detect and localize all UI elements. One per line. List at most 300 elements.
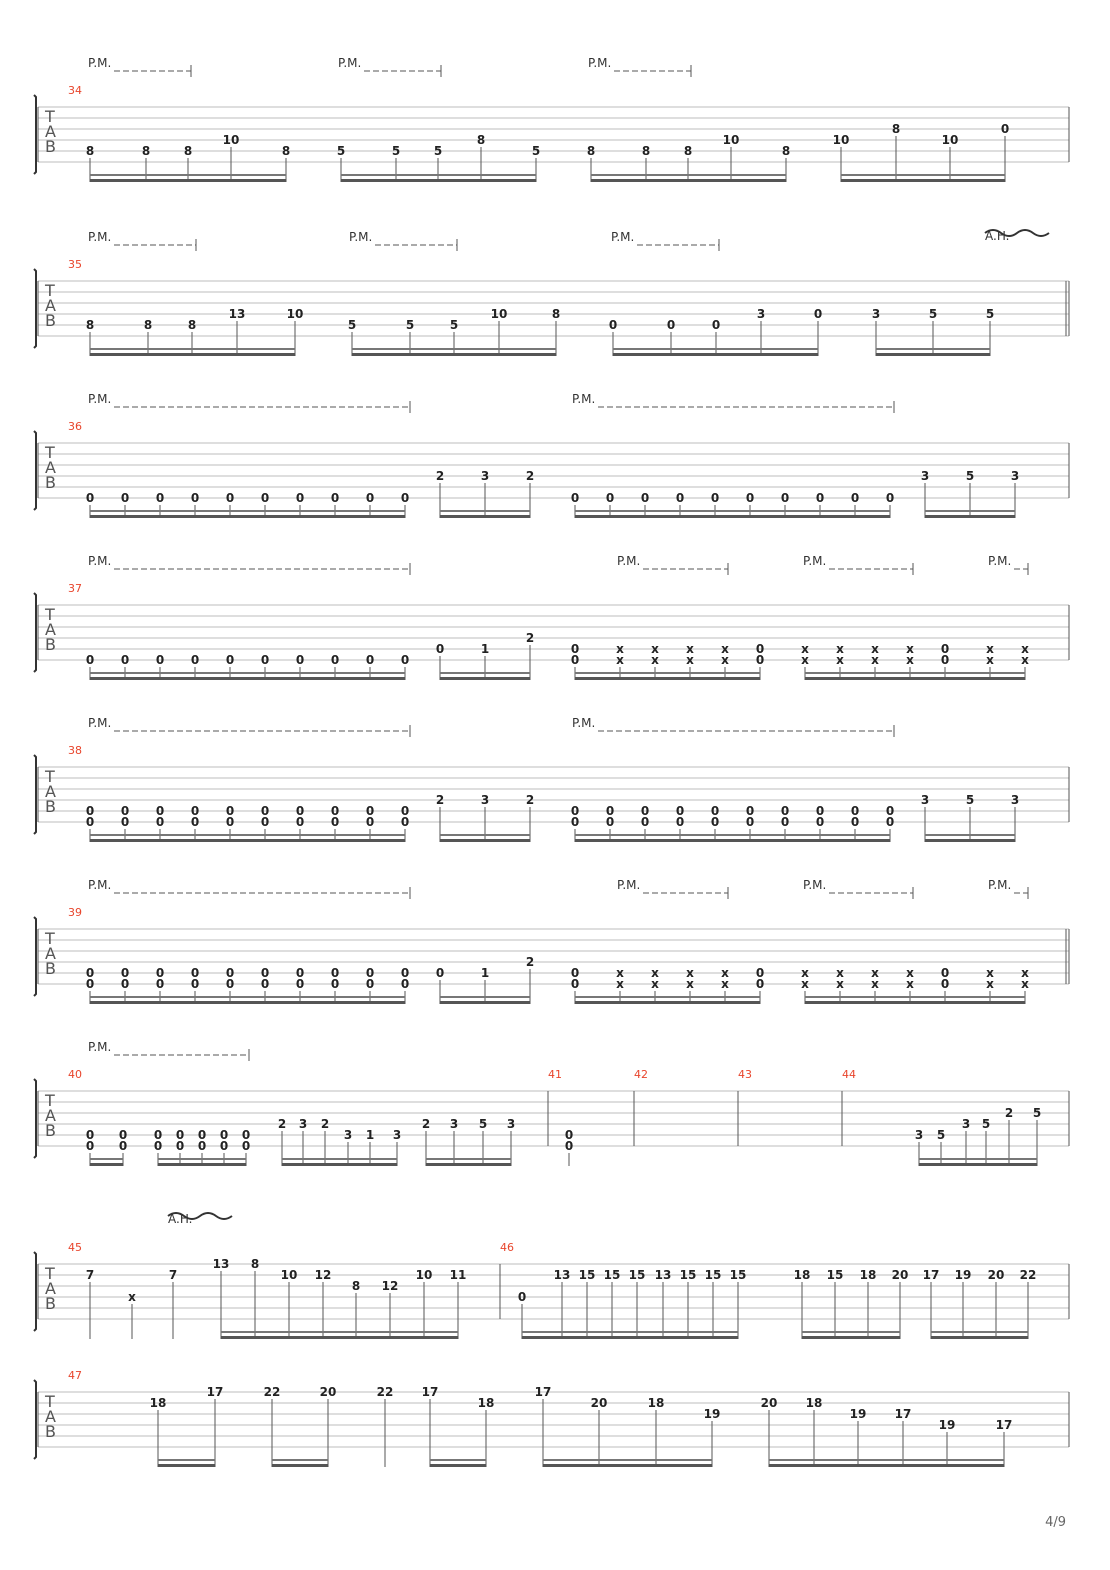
palm-mute-label: P.M. (88, 1040, 112, 1054)
fret-number: 0 (755, 653, 765, 667)
fret-number: x (616, 977, 624, 991)
fret-number: 13 (212, 1257, 230, 1271)
harmonic-label: A.H. (985, 229, 1010, 243)
fret-number: 0 (365, 804, 375, 818)
fret-number: 0 (365, 815, 375, 829)
fret-number: 0 (85, 491, 95, 505)
beam (440, 677, 530, 680)
beam (90, 672, 405, 674)
fret-number: 8 (351, 1279, 361, 1293)
fret-number: 0 (85, 977, 95, 991)
beam (919, 1158, 1037, 1160)
tab-clef-letter: B (45, 635, 56, 654)
fret-number: 5 (928, 307, 938, 321)
palm-mute-label: P.M. (88, 554, 112, 568)
fret-number: 0 (155, 966, 165, 980)
system-brace (34, 269, 36, 348)
tab-clef-letter: A (45, 782, 56, 801)
fret-number: 7 (168, 1268, 178, 1282)
fret-number: 2 (525, 631, 535, 645)
fret-number: 5 (965, 469, 975, 483)
beam (575, 510, 890, 512)
fret-number: x (871, 642, 879, 656)
tab-system (34, 1369, 1069, 1467)
fret-number: 8 (141, 144, 151, 158)
beam (90, 996, 405, 998)
fret-number: 3 (506, 1117, 516, 1131)
fret-number: 0 (153, 1139, 163, 1153)
beam (925, 839, 1015, 842)
fret-number: 8 (183, 144, 193, 158)
fret-number: 8 (551, 307, 561, 321)
fret-number: 10 (222, 133, 240, 147)
system-brace (34, 95, 36, 174)
fret-number: 3 (1010, 469, 1020, 483)
fret-number: 0 (260, 977, 270, 991)
fret-number: 3 (1010, 793, 1020, 807)
fret-number: 3 (480, 793, 490, 807)
fret-number: 15 (603, 1268, 621, 1282)
fret-number: x (801, 642, 809, 656)
fret-number: 0 (295, 815, 305, 829)
tab-clef-letter: A (45, 1407, 56, 1426)
fret-number: 0 (365, 491, 375, 505)
fret-number: x (871, 966, 879, 980)
tab-system (34, 392, 1069, 518)
fret-number: 0 (400, 815, 410, 829)
fret-number: 5 (405, 318, 415, 332)
fret-number: 0 (241, 1139, 251, 1153)
fret-number: 3 (449, 1117, 459, 1131)
measure-number: 47 (68, 1369, 82, 1382)
fret-number: 0 (435, 966, 445, 980)
tab-clef-letter: A (45, 122, 56, 141)
fret-number: 5 (347, 318, 357, 332)
beam (591, 179, 786, 182)
beam (575, 672, 760, 674)
fret-number: x (721, 977, 729, 991)
beam (341, 179, 536, 182)
fret-number: 10 (286, 307, 304, 321)
fret-number: x (986, 653, 994, 667)
fret-number: 0 (400, 977, 410, 991)
fret-number: 0 (295, 491, 305, 505)
palm-mute-label: P.M. (88, 56, 112, 70)
fret-number: 2 (525, 469, 535, 483)
fret-number: 0 (260, 653, 270, 667)
beam (931, 1331, 1028, 1333)
fret-number: 3 (756, 307, 766, 321)
beam (440, 1001, 530, 1004)
palm-mute-label: P.M. (988, 878, 1012, 892)
fret-number: 0 (780, 491, 790, 505)
fret-number: x (836, 977, 844, 991)
tab-clef-letter: B (45, 1121, 56, 1140)
beam (272, 1459, 328, 1461)
beam (925, 515, 1015, 518)
system-brace (34, 431, 36, 510)
fret-number: x (906, 966, 914, 980)
fret-number: 12 (314, 1268, 332, 1282)
fret-number: 0 (260, 815, 270, 829)
beam (90, 353, 295, 356)
fret-number: 0 (640, 491, 650, 505)
fret-number: 0 (400, 804, 410, 818)
fret-number: 3 (343, 1128, 353, 1142)
beam (543, 1459, 712, 1461)
fret-number: 0 (190, 491, 200, 505)
fret-number: 0 (940, 966, 950, 980)
palm-mute-label: P.M. (338, 56, 362, 70)
fret-number: 0 (755, 966, 765, 980)
beam (575, 1001, 760, 1004)
fret-number: 12 (381, 1279, 399, 1293)
beam (575, 996, 760, 998)
tab-system (34, 229, 1069, 356)
fret-number: x (871, 653, 879, 667)
fret-number: 0 (815, 815, 825, 829)
fret-number: 0 (225, 977, 235, 991)
fret-number: 0 (885, 491, 895, 505)
fret-number: 0 (155, 815, 165, 829)
tab-clef-letter: A (45, 620, 56, 639)
fret-number: 0 (190, 977, 200, 991)
fret-number: 2 (525, 793, 535, 807)
palm-mute-label: P.M. (988, 554, 1012, 568)
tab-system (34, 716, 1069, 842)
beam (575, 677, 760, 680)
fret-number: 8 (281, 144, 291, 158)
beam (426, 1158, 511, 1160)
fret-number: x (986, 642, 994, 656)
tab-system (34, 1212, 1069, 1339)
fret-number: 0 (940, 642, 950, 656)
fret-number: 0 (850, 815, 860, 829)
measure-number: 46 (500, 1241, 514, 1254)
tab-clef-letter: B (45, 137, 56, 156)
fret-number: 0 (330, 653, 340, 667)
fret-number: 0 (570, 804, 580, 818)
fret-number: 15 (729, 1268, 747, 1282)
beam (272, 1464, 328, 1467)
fret-number: 8 (641, 144, 651, 158)
fret-number: x (721, 642, 729, 656)
fret-number: 0 (780, 804, 790, 818)
fret-number: 0 (85, 653, 95, 667)
fret-number: 0 (225, 653, 235, 667)
fret-number: 0 (605, 804, 615, 818)
beam (876, 353, 990, 356)
beam (805, 672, 1025, 674)
tab-clef-letter: A (45, 458, 56, 477)
fret-number: 0 (197, 1139, 207, 1153)
fret-number: 1 (480, 642, 490, 656)
fret-number: 18 (805, 1396, 823, 1410)
beam (613, 348, 818, 350)
tab-clef-letter: T (45, 1264, 55, 1283)
fret-number: 20 (319, 1385, 337, 1399)
fret-number: x (836, 642, 844, 656)
fret-number: 0 (564, 1139, 574, 1153)
fret-number: 0 (85, 1139, 95, 1153)
palm-mute-label: P.M. (803, 554, 827, 568)
fret-number: 0 (1000, 122, 1010, 136)
fret-number: 0 (225, 804, 235, 818)
beam (221, 1331, 458, 1333)
fret-number: 0 (885, 804, 895, 818)
fret-number: 0 (120, 815, 130, 829)
beam (876, 348, 990, 350)
fret-number: 11 (449, 1268, 467, 1282)
system-brace (34, 755, 36, 834)
fret-number: 0 (241, 1128, 251, 1142)
fret-number: 10 (490, 307, 508, 321)
tab-clef-letter: B (45, 797, 56, 816)
fret-number: 0 (400, 653, 410, 667)
tab-clef-letter: B (45, 959, 56, 978)
fret-number: 18 (647, 1396, 665, 1410)
fret-number: 17 (995, 1418, 1013, 1432)
beam (575, 839, 890, 842)
palm-mute-label: P.M. (572, 716, 596, 730)
beam (90, 1163, 123, 1166)
fret-number: 0 (564, 1128, 574, 1142)
beam (591, 174, 786, 176)
fret-number: 3 (914, 1128, 924, 1142)
system-brace (34, 1380, 36, 1459)
fret-number: 8 (85, 144, 95, 158)
fret-number: 0 (815, 804, 825, 818)
fret-number: 17 (894, 1407, 912, 1421)
fret-number: 0 (570, 966, 580, 980)
tab-clef-letter: B (45, 311, 56, 330)
palm-mute-label: P.M. (88, 392, 112, 406)
fret-number: 20 (891, 1268, 909, 1282)
beam (90, 677, 405, 680)
fret-number: 0 (780, 815, 790, 829)
fret-number: 0 (120, 491, 130, 505)
beam (426, 1163, 511, 1166)
measure-number: 42 (634, 1068, 648, 1081)
fret-number: 0 (260, 804, 270, 818)
fret-number: 8 (85, 318, 95, 332)
fret-number: 0 (330, 815, 340, 829)
beam (90, 1158, 123, 1160)
measure-number: 41 (548, 1068, 562, 1081)
beam (158, 1459, 215, 1461)
fret-number: 15 (578, 1268, 596, 1282)
tab-clef-letter: T (45, 605, 55, 624)
fret-number: 0 (153, 1128, 163, 1142)
fret-number: 3 (392, 1128, 402, 1142)
beam (430, 1464, 486, 1467)
fret-number: 13 (654, 1268, 672, 1282)
beam (158, 1158, 246, 1160)
beam (522, 1336, 738, 1339)
harmonic-label: A.H. (168, 1212, 193, 1226)
fret-number: 0 (940, 977, 950, 991)
fret-number: 17 (421, 1385, 439, 1399)
fret-number: x (686, 966, 694, 980)
fret-number: 8 (476, 133, 486, 147)
fret-number: 0 (330, 804, 340, 818)
fret-number: 10 (280, 1268, 298, 1282)
fret-number: 10 (832, 133, 850, 147)
fret-number: 0 (120, 966, 130, 980)
palm-mute-label: P.M. (617, 554, 641, 568)
measure-number: 36 (68, 420, 82, 433)
fret-number: x (1021, 977, 1029, 991)
fret-number: 0 (365, 977, 375, 991)
beam (440, 839, 530, 842)
fret-number: 0 (885, 815, 895, 829)
fret-number: 10 (941, 133, 959, 147)
fret-number: 8 (250, 1257, 260, 1271)
palm-mute-label: P.M. (572, 392, 596, 406)
tab-clef-letter: B (45, 1422, 56, 1441)
fret-number: x (651, 977, 659, 991)
fret-number: 0 (155, 491, 165, 505)
fret-number: 0 (330, 977, 340, 991)
fret-number: 0 (225, 966, 235, 980)
beam (282, 1163, 397, 1166)
fret-number: 22 (376, 1385, 394, 1399)
fret-number: 1 (365, 1128, 375, 1142)
beam (90, 1001, 405, 1004)
beam (90, 348, 295, 350)
measure-number: 37 (68, 582, 82, 595)
fret-number: 0 (260, 966, 270, 980)
measure-number: 38 (68, 744, 82, 757)
beam (282, 1158, 397, 1160)
fret-number: 8 (143, 318, 153, 332)
fret-number: 5 (391, 144, 401, 158)
fret-number: 15 (628, 1268, 646, 1282)
tab-system (34, 56, 1069, 182)
palm-mute-label: P.M. (88, 878, 112, 892)
fret-number: 15 (826, 1268, 844, 1282)
fret-number: 0 (711, 318, 721, 332)
beam (221, 1336, 458, 1339)
fret-number: 22 (1019, 1268, 1037, 1282)
fret-number: 5 (985, 307, 995, 321)
fret-number: 0 (400, 491, 410, 505)
fret-number: 22 (263, 1385, 281, 1399)
system-brace (34, 593, 36, 672)
fret-number: 0 (850, 804, 860, 818)
fret-number: x (721, 966, 729, 980)
measure-number: 40 (68, 1068, 82, 1081)
tab-clef-letter: T (45, 767, 55, 786)
fret-number: 0 (295, 653, 305, 667)
fret-number: x (906, 653, 914, 667)
fret-number: 0 (175, 1139, 185, 1153)
fret-number: 0 (570, 642, 580, 656)
beam (90, 834, 405, 836)
fret-number: x (871, 977, 879, 991)
fret-number: 0 (365, 653, 375, 667)
beam (543, 1464, 712, 1467)
fret-number: 0 (640, 804, 650, 818)
tab-clef-letter: T (45, 1392, 55, 1411)
beam (90, 174, 286, 176)
fret-number: x (906, 977, 914, 991)
system-brace (34, 1252, 36, 1331)
tab-clef-letter: A (45, 1106, 56, 1125)
fret-number: 3 (961, 1117, 971, 1131)
measure-number: 34 (68, 84, 82, 97)
fret-number: 5 (449, 318, 459, 332)
fret-number: 0 (155, 804, 165, 818)
fret-number: 0 (710, 491, 720, 505)
beam (841, 179, 1005, 182)
fret-number: 8 (781, 144, 791, 158)
beam (925, 510, 1015, 512)
tab-clef-letter: T (45, 443, 55, 462)
fret-number: 0 (940, 653, 950, 667)
fret-number: 13 (553, 1268, 571, 1282)
fret-number: 0 (675, 491, 685, 505)
beam (931, 1336, 1028, 1339)
fret-number: 0 (745, 491, 755, 505)
fret-number: 18 (477, 1396, 495, 1410)
fret-number: 20 (987, 1268, 1005, 1282)
fret-number: x (836, 653, 844, 667)
fret-number: 0 (745, 815, 755, 829)
fret-number: 19 (954, 1268, 972, 1282)
beam (352, 348, 556, 350)
fret-number: 0 (85, 966, 95, 980)
beam (575, 834, 890, 836)
fret-number: 0 (219, 1139, 229, 1153)
fret-number: 0 (85, 815, 95, 829)
fret-number: 8 (891, 122, 901, 136)
measure-number: 44 (842, 1068, 856, 1081)
beam (158, 1163, 246, 1166)
fret-number: x (986, 966, 994, 980)
tab-clef-letter: T (45, 929, 55, 948)
beam (90, 839, 405, 842)
fret-number: 0 (120, 977, 130, 991)
fret-number: 0 (710, 815, 720, 829)
measure-number: 43 (738, 1068, 752, 1081)
fret-number: 0 (850, 491, 860, 505)
fret-number: 3 (920, 793, 930, 807)
fret-number: 0 (605, 491, 615, 505)
tab-system (34, 554, 1069, 680)
fret-number: 0 (365, 966, 375, 980)
palm-mute-label: P.M. (588, 56, 612, 70)
fret-number: 0 (710, 804, 720, 818)
fret-number: 19 (703, 1407, 721, 1421)
measure-number: 45 (68, 1241, 82, 1254)
fret-number: x (986, 977, 994, 991)
fret-number: 0 (570, 815, 580, 829)
fret-number: x (721, 653, 729, 667)
beam (440, 672, 530, 674)
beam (919, 1163, 1037, 1166)
fret-number: 5 (1032, 1106, 1042, 1120)
system-brace (34, 917, 36, 996)
fret-number: 5 (336, 144, 346, 158)
palm-mute-label: P.M. (803, 878, 827, 892)
fret-number: 0 (85, 804, 95, 818)
fret-number: x (651, 653, 659, 667)
fret-number: 5 (981, 1117, 991, 1131)
fret-number: 0 (190, 804, 200, 818)
beam (440, 515, 530, 518)
page-number: 4/9 (1045, 1515, 1066, 1530)
